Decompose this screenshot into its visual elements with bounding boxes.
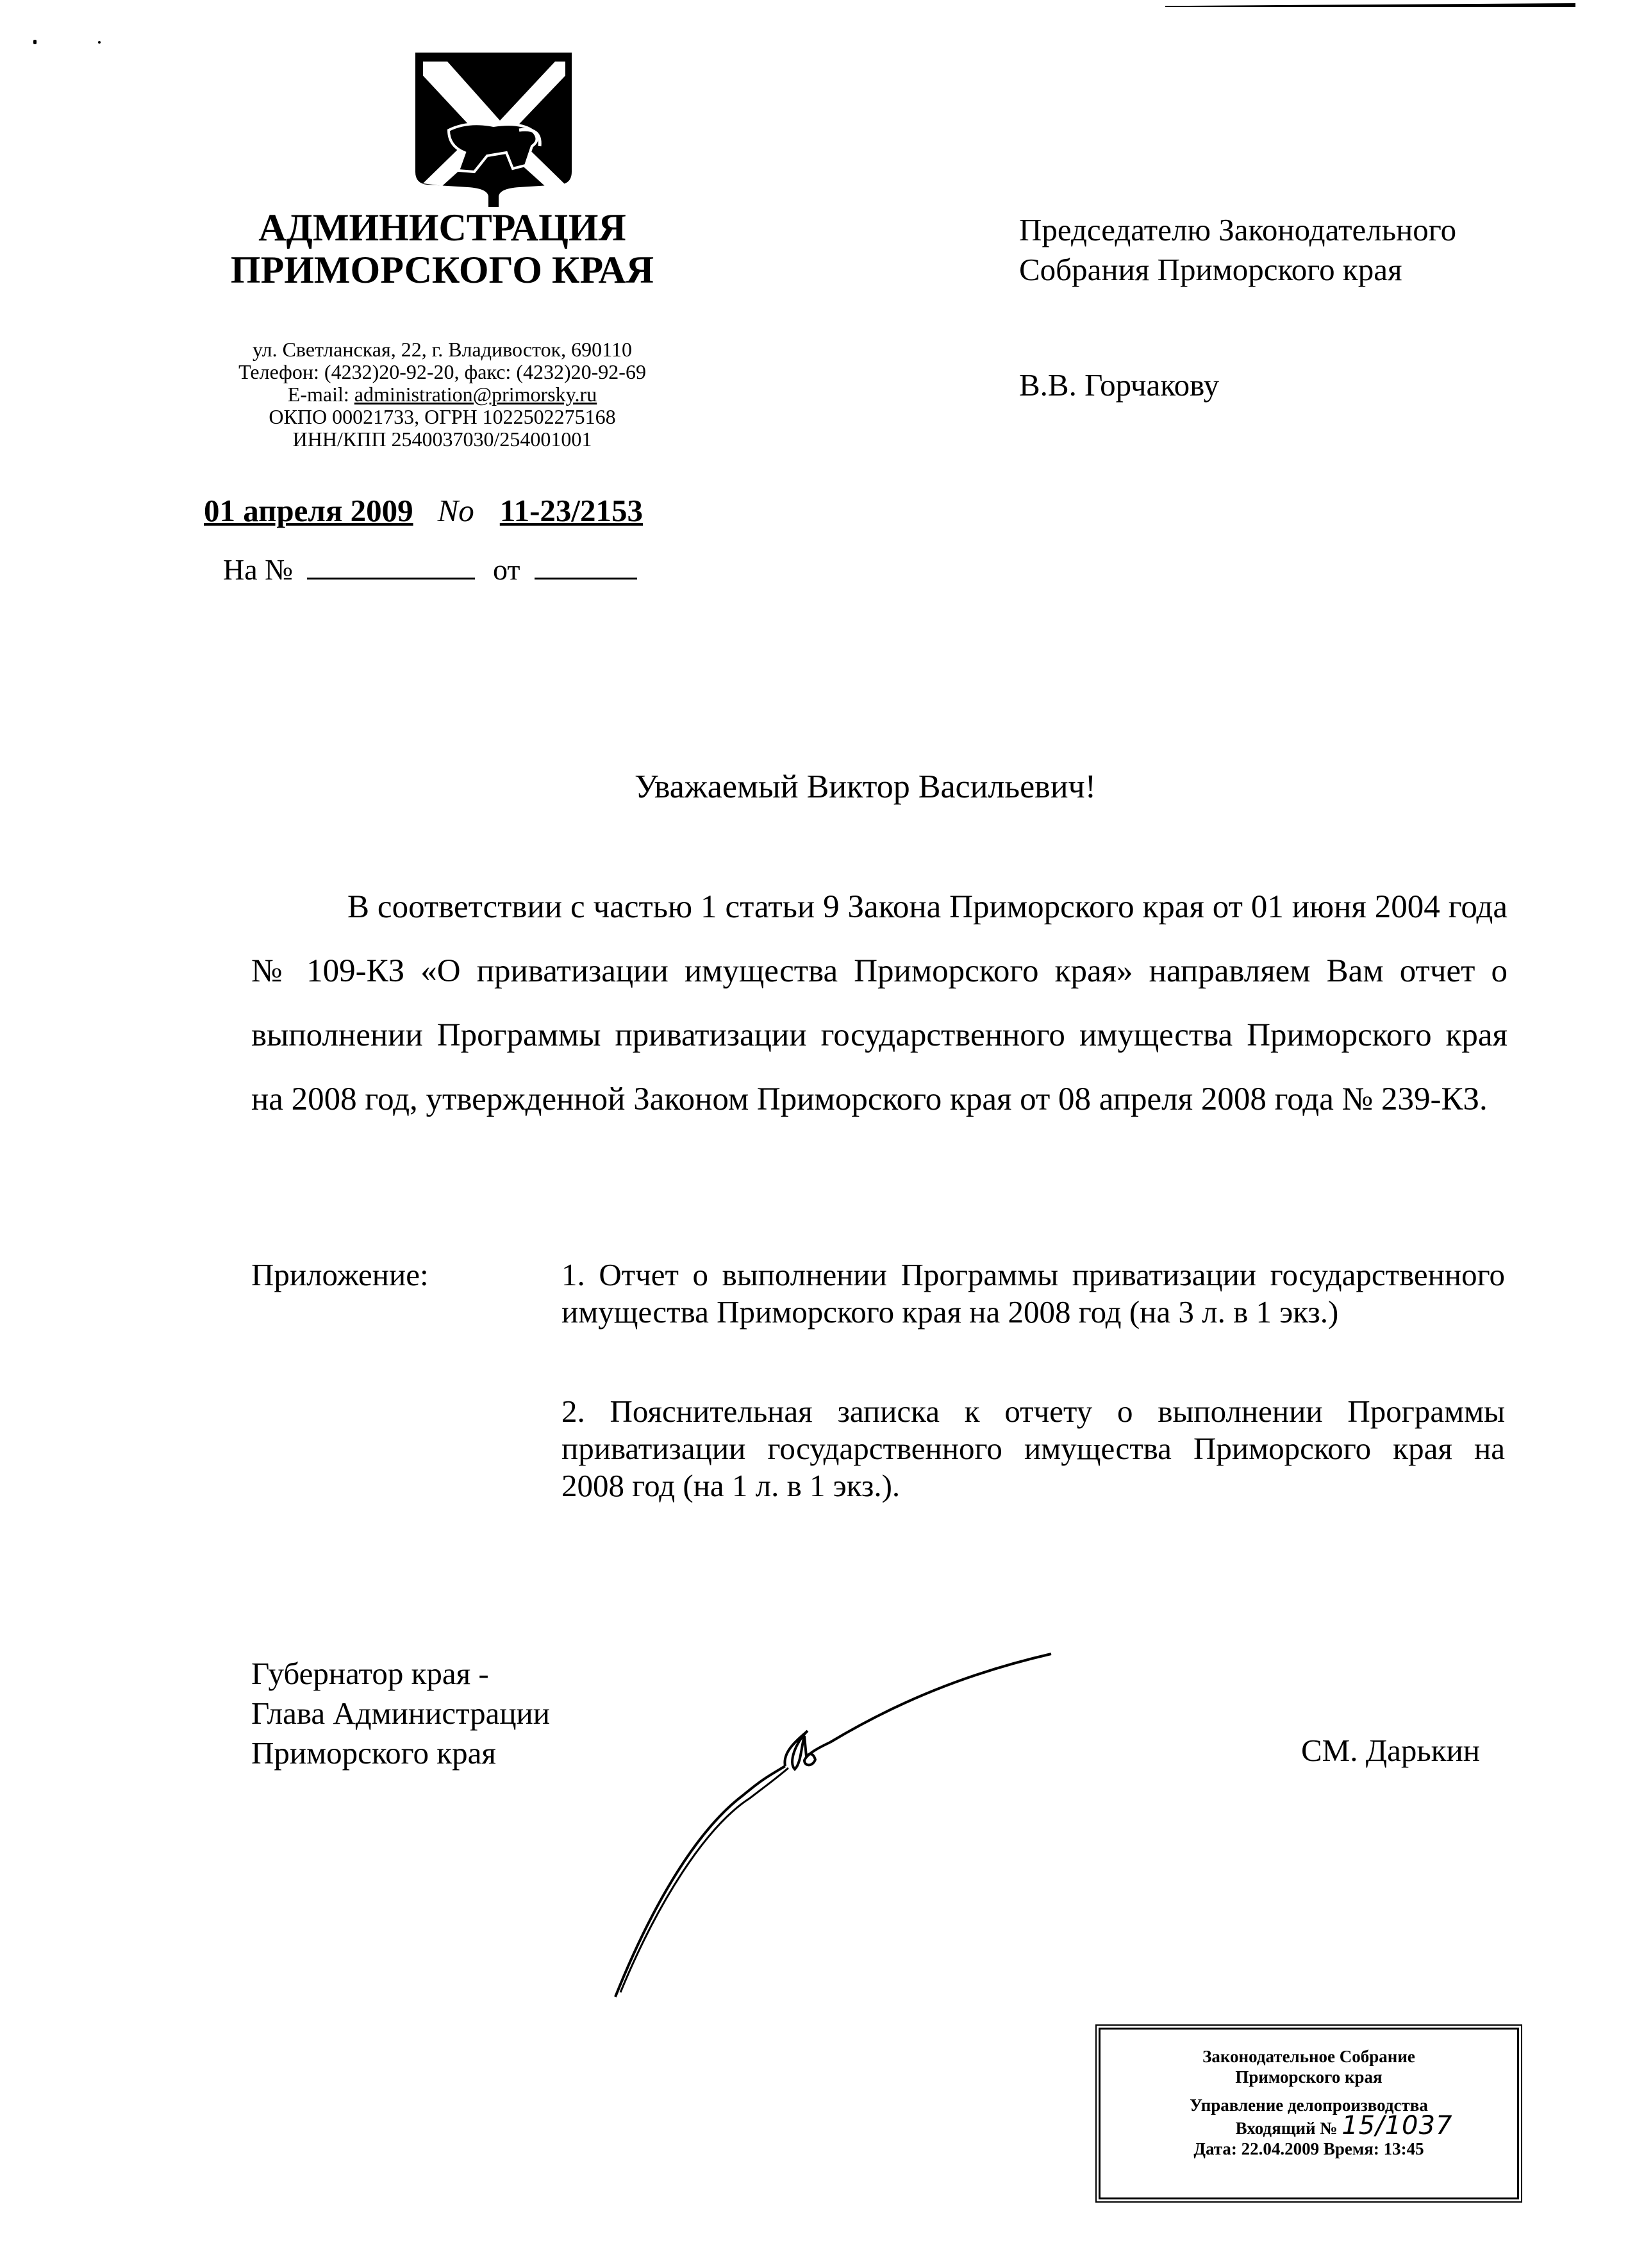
number-label: No xyxy=(437,493,474,528)
reply-date-blank xyxy=(535,573,637,580)
coat-of-arms-icon xyxy=(404,50,583,207)
letter-body: В соответствии с частью 1 статьи 9 Закона Приморского края от 01 июня 2004 года № 109-КЗ «О приватизации имущества Приморского края» направляем Вам отчет о выполнении Программы приватизации государственного имущества Приморского края на 2008 год, утвержденной Законом Приморского края от 08 апреля 2008 года № 239-КЗ. xyxy=(251,889,1508,1117)
email-label: E-mail: xyxy=(287,383,354,406)
sender-address: ул. Светланская, 22, г. Владивосток, 690110 xyxy=(253,338,632,361)
reply-to-label: На № xyxy=(223,553,294,586)
sender-org-name xyxy=(218,206,667,291)
signatory-title-line1: Губернатор края - xyxy=(251,1656,489,1691)
scan-speck xyxy=(98,41,101,44)
org-name-line2: ПРИМОРСКОГО КРАЯ xyxy=(230,249,654,291)
stamp-time-label: Время: xyxy=(1323,2139,1379,2158)
sender-okpo-ogrn: ОКПО 00021733, ОГРН 1022502275168 xyxy=(269,405,616,428)
attachments-label: Приложение: xyxy=(251,1257,429,1292)
sender-email-line xyxy=(218,383,667,406)
addressee-line2: Собрания Приморского края xyxy=(1019,252,1402,287)
stamp-org-line2: Приморского края xyxy=(1235,2067,1383,2087)
stamp-date: 22.04.2009 xyxy=(1241,2139,1320,2158)
registration-line xyxy=(204,492,643,529)
stamp-department: Управление делопроизводства xyxy=(1190,2096,1428,2115)
salutation: Уважаемый Виктор Васильевич! xyxy=(634,769,1097,805)
letter-date: 01 апреля 2009 xyxy=(204,493,413,528)
signatory-title xyxy=(251,1654,550,1773)
signatory-title-line2: Глава Администрации xyxy=(251,1696,551,1731)
scan-speck xyxy=(33,40,37,44)
incoming-registration-stamp xyxy=(1099,2028,1519,2199)
scan-edge-line xyxy=(1165,3,1575,7)
signatory-name: СМ. Дарькин xyxy=(1301,1733,1481,1768)
attachment-item: 1. Отчет о выполнении Программы приватизации государственного имущества Приморского края на 2008 год (на 3 л. в 1 экз.) xyxy=(561,1257,1505,1330)
addressee-block xyxy=(1019,210,1456,290)
sender-inn-kpp: ИНН/КПП 2540037030/254001001 xyxy=(292,428,592,451)
stamp-org-line1: Законодательное Собрание xyxy=(1202,2047,1415,2066)
stamp-date-label: Дата: xyxy=(1193,2139,1237,2158)
email-link[interactable]: administration@primorsky.ru xyxy=(354,383,597,406)
addressee-line1: Председателю Законодательного xyxy=(1019,212,1457,247)
attachments-list xyxy=(561,1256,1505,1505)
incoming-label: Входящий № xyxy=(1235,2119,1338,2138)
reply-reference-line xyxy=(223,553,637,587)
stamp-incoming-line xyxy=(1101,2111,1517,2140)
incoming-number: 15/1037 xyxy=(1341,2111,1453,2140)
addressee-name: В.В. Горчакову xyxy=(1019,367,1220,403)
stamp-date-line xyxy=(1101,2139,1517,2159)
signatory-title-line3: Приморского края xyxy=(251,1735,496,1771)
letter-number: 11-23/2153 xyxy=(499,493,644,528)
attachment-item: 2. Пояснительная записка к отчету о выполнении Программы приватизации государственного имущества Приморского края на 2008 год (на 1 л. в 1 экз.). xyxy=(561,1394,1505,1503)
reply-number-blank xyxy=(307,573,475,580)
sender-contacts xyxy=(218,338,667,451)
stamp-time: 13:45 xyxy=(1383,2139,1424,2158)
reply-from-label: от xyxy=(493,553,520,586)
org-name-line1: АДМИНИСТРАЦИЯ xyxy=(258,206,626,249)
handwritten-signature-icon xyxy=(609,1641,1186,2000)
sender-phone-fax: Телефон: (4232)20-92-20, факс: (4232)20-92-69 xyxy=(238,360,646,383)
